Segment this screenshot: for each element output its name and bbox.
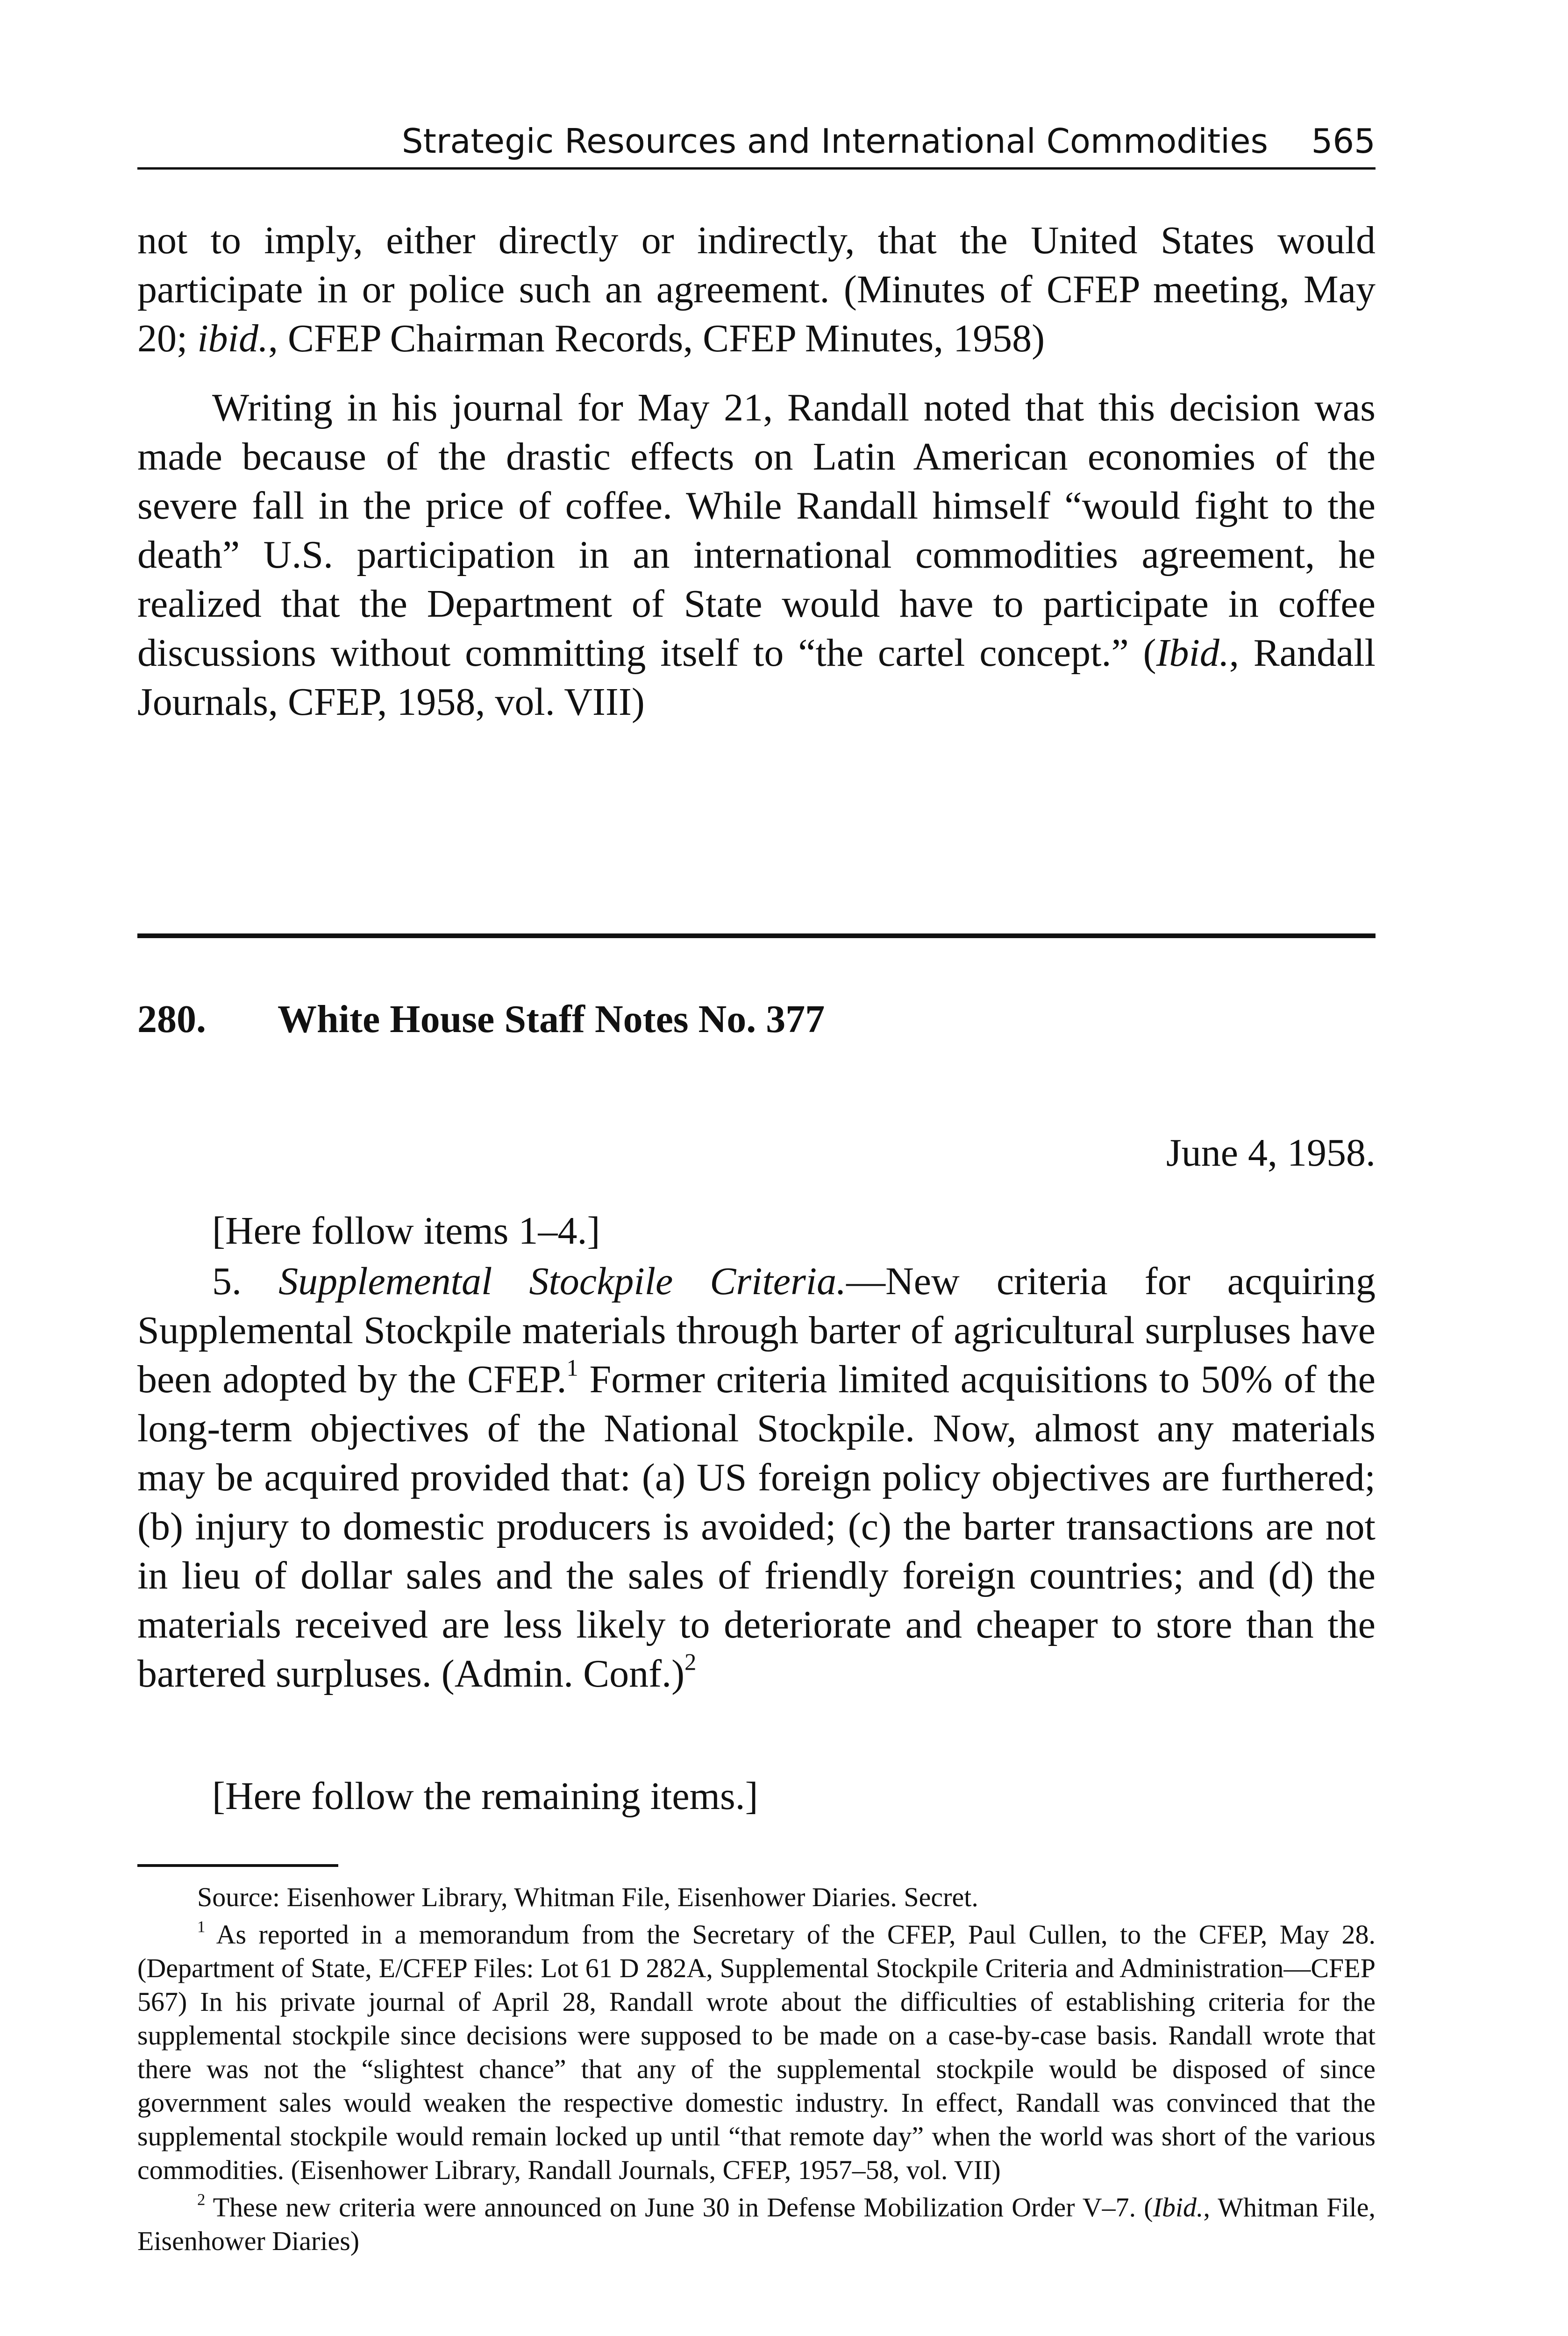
ibid-citation: Ibid. <box>1153 2192 1204 2222</box>
footnote-text: As reported in a memorandum from the Secretary of the CFEP, Paul Cullen, to the CFEP, May 28. (Department of State, E/CFEP Files: Lot 61 D 282A, Supplemental Stockpile Criteria and Administration—CFEP 567) In his private journal of April 28, Randall wrote about the difficulties of establishing criteria for the supplemental stockpile since decisions were supposed to be made on a case-by-case basis. Randall wrote that there was not the “slightest chance” that any of the supplemental stockpile would be disposed of since government sales would weaken the respective domestic industry. In effect, Randall was convinced that the supplemental stockpile would remain locked up until “that remote day” when the world was short of the various commodities. (Eisenhower Library, Randall Journals, CFEP, 1957–58, vol. VII) <box>137 1919 1376 2185</box>
running-title: Strategic Resources and International Commodities <box>401 121 1268 161</box>
paragraph-text: —New criteria for acquiring Supplemental Stockpile materials through barter of agricultural surpluses have been adopted by the CFEP. <box>137 1260 1376 1401</box>
ibid-citation: Ibid. <box>1156 631 1229 675</box>
remaining-items-note: [Here follow the remaining items.] <box>212 1774 758 1818</box>
footnote-ref-2[interactable]: 2 <box>684 1649 697 1675</box>
section-divider <box>137 933 1376 938</box>
source-note: Source: Eisenhower Library, Whitman File, Eisenhower Diaries. Secret. <box>197 1882 978 1912</box>
page-number: 565 <box>1311 121 1376 161</box>
paragraph-text: Former criteria limited acquisitions to 50% of the long-term objectives of the National Stockpile. Now, almost any materials may be acquired provided that: (a) US foreign policy objectives are furthered; (b) injury to domestic producers is avoided; (c) the barter transactions are not in lieu of dollar sales and the sales of friendly foreign countries; and (d) the materials received are less likely to deteriorate and cheaper to store than the bartered surpluses. (Admin. Conf.) <box>137 1358 1376 1695</box>
footnote-rule <box>137 1864 338 1867</box>
document-date: June 4, 1958. <box>1166 1131 1376 1175</box>
footnote-ref-1[interactable]: 1 <box>566 1354 578 1381</box>
item-heading: Supplemental Stockpile Criteria. <box>278 1260 847 1303</box>
item-5-paragraph <box>137 1257 1376 1698</box>
footnotes <box>137 1880 1376 2262</box>
ibid-citation: ibid. <box>197 317 269 360</box>
running-header <box>137 116 1376 170</box>
footnote-1 <box>137 1918 1376 2187</box>
document-number: 280. <box>137 997 206 1041</box>
paragraph-text: , Randall Journals, CFEP, 1958, vol. VIII) <box>137 631 1376 724</box>
footnote-text: , Whitman File, Eisenhower Diaries) <box>137 2192 1376 2256</box>
paragraph-text: Writing in his journal for May 21, Randall noted that this decision was made because of the drastic effects on Latin American economies of the severe fall in the price of coffee. While Randall himself “would fight to the death” U.S. participation in an international commodities agreement, he realized that the Department of State would have to participate in coffee discussions without committing itself to “the cartel concept.” ( <box>137 386 1376 675</box>
item-number: 5. <box>212 1260 279 1303</box>
footnote-mark: 1 <box>197 1917 206 1936</box>
document-heading <box>137 996 825 1043</box>
items-omitted-note: [Here follow items 1–4.] <box>212 1209 600 1253</box>
paragraph-text: not to imply, either directly or indirectly, that the United States would participate in or police such an agreement. (Minutes of CFEP meeting, May 20; <box>137 219 1376 360</box>
document-title: White House Staff Notes No. 377 <box>278 997 825 1041</box>
footnote-mark: 2 <box>197 2190 206 2209</box>
footnote-2 <box>137 2191 1376 2258</box>
continued-paragraph <box>137 216 1376 363</box>
editorial-note-paragraph <box>137 383 1376 726</box>
footnote-text: These new criteria were announced on June 30 in Defense Mobilization Order V–7. ( <box>205 2192 1153 2222</box>
paragraph-text: , CFEP Chairman Records, CFEP Minutes, 1958) <box>268 317 1045 360</box>
